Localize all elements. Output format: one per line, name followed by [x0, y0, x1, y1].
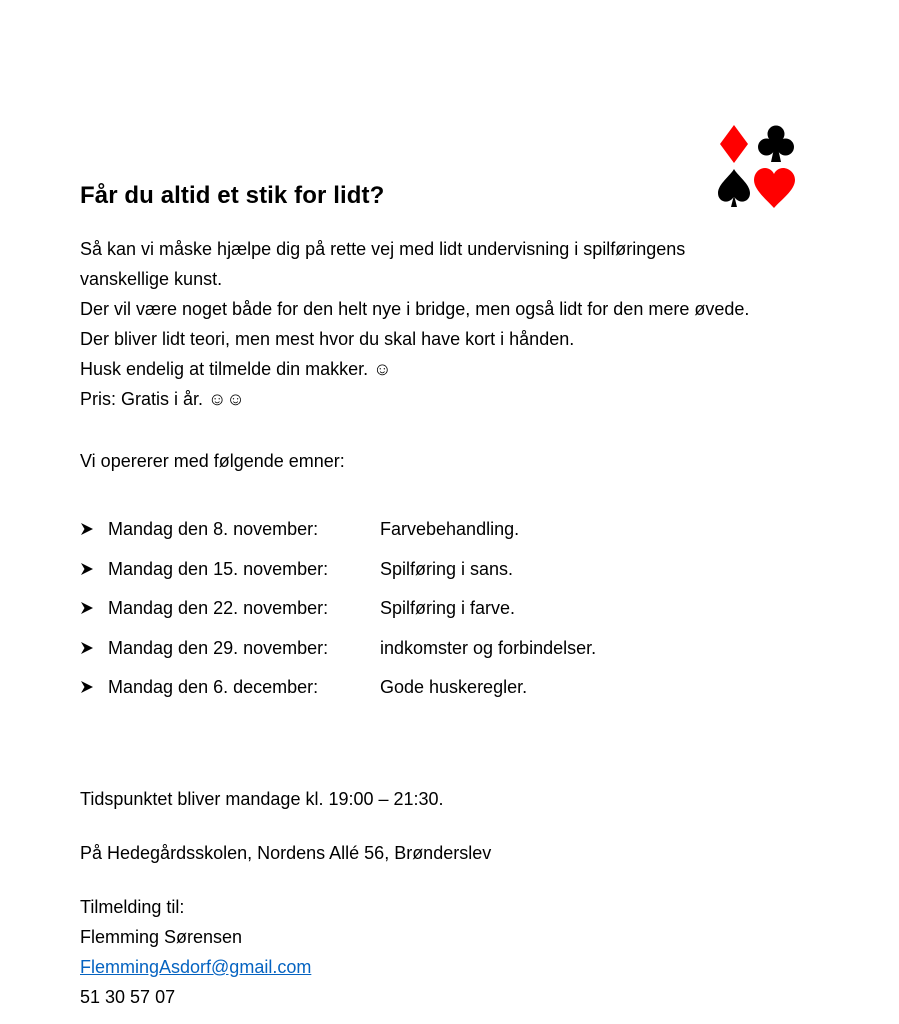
schedule-topic: Spilføring i sans.: [380, 558, 514, 579]
intro-line: Der bliver lidt teori, men mest hvor du skal have kort i hånden.: [80, 329, 575, 349]
schedule-date: Mandag den 22. november:: [108, 598, 329, 618]
arrowhead-bullet-icon: [80, 522, 94, 536]
signup-label: Tilmelding til:: [80, 897, 185, 917]
topics-heading: Vi opererer med følgende emner:: [80, 451, 345, 471]
arrowhead-bullet-icon: [80, 601, 94, 615]
contact-name: Flemming Sørensen: [80, 927, 243, 947]
club-icon: [758, 126, 794, 163]
schedule-topic: Farvebehandling.: [380, 519, 520, 539]
email-link[interactable]: FlemmingAsdorf@gmail.com: [80, 957, 312, 977]
schedule-date: Mandag den 29. november:: [108, 637, 329, 658]
arrowhead-bullet-icon: [80, 641, 94, 655]
schedule-date: Mandag den 15. november:: [108, 558, 329, 579]
diamond-icon: [720, 125, 748, 163]
signup-contact: [80, 892, 311, 1012]
arrowhead-bullet-icon: [80, 562, 94, 576]
intro-line: Så kan vi måske hjælpe dig på rette vej med lidt undervisning i spilføringens: [80, 239, 686, 259]
schedule-date: Mandag den 6. december:: [108, 677, 319, 697]
intro-paragraph: [80, 234, 749, 414]
schedule-topic: Spilføring i farve.: [380, 598, 516, 618]
page-title: Får du altid et stik for lidt?: [80, 182, 385, 209]
location-info: På Hedegårdsskolen, Nordens Allé 56, Brønderslev: [80, 843, 492, 863]
price-line: Pris: Gratis i år. ☺☺: [80, 389, 245, 409]
card-suits-graphic: [714, 122, 798, 210]
intro-line: Husk endelig at tilmelde din makker. ☺: [80, 359, 392, 379]
intro-line: Der vil være noget både for den helt nye i bridge, men også lidt for den mere øvede.: [80, 299, 750, 319]
arrowhead-bullet-icon: [80, 680, 94, 694]
spade-icon: [718, 169, 750, 207]
heart-icon: [754, 168, 795, 208]
time-info: Tidspunktet bliver mandage kl. 19:00 – 21:30.: [80, 789, 444, 809]
schedule-topic: Gode huskeregler.: [380, 677, 528, 697]
intro-line: vanskellige kunst.: [80, 269, 223, 289]
schedule-date: Mandag den 8. november:: [108, 519, 319, 539]
schedule-topic: indkomster og forbindelser.: [380, 637, 597, 658]
contact-phone: 51 30 57 07: [80, 987, 176, 1007]
